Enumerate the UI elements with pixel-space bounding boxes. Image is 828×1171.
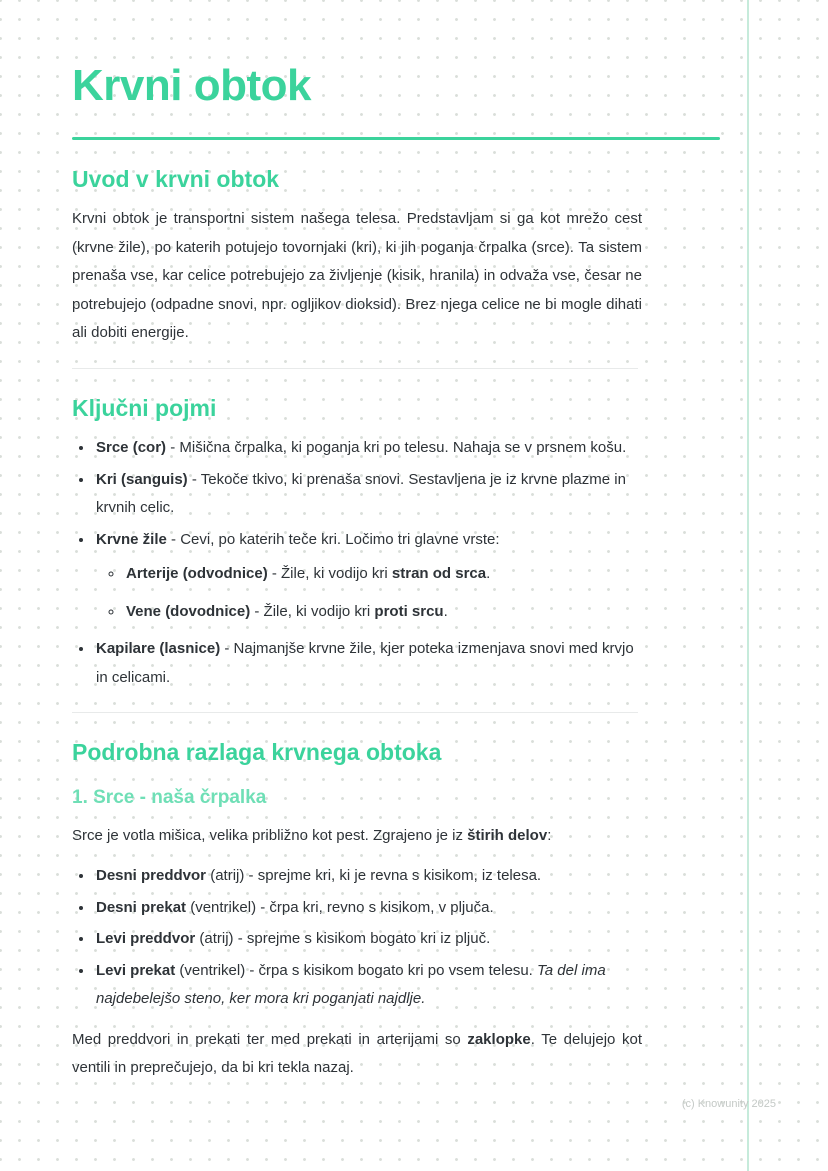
heart-part-item (94, 894, 644, 923)
paragraph-text: Med preddvori in prekati ter med prekati in arterijami so (72, 1030, 468, 1048)
paragraph-text: Srce je votla mišica, velika približno kot pest. Zgrajeno je iz (72, 826, 468, 844)
term-definition: - Tekoče tkivo, ki prenaša snovi. Sestavljena je iz krvne plazme in krvnih celic. (96, 470, 626, 517)
heart-part-item (94, 957, 644, 1014)
term-definition-end: . (486, 565, 491, 583)
term-definition: - Žile, ki vodijo kri (267, 565, 392, 583)
section-heading-intro: Uvod v krvni obtok (72, 165, 280, 192)
term-label: Levi preddvor (96, 930, 196, 948)
page-title: Krvni obtok (72, 61, 311, 110)
term-label: Desni preddvor (96, 867, 207, 885)
heart-part-item (94, 925, 644, 954)
term-definition: - Mišična črpalka, ki poganja kri po telesu. Nahaja se v prsnem košu. (166, 439, 627, 457)
italic-note: Ta del ima najdebelejšo steno, ker mora kri poganjati najdlje. (96, 961, 606, 1008)
intro-paragraph: Krvni obtok je transportni sistem našega telesa. Predstavljam si ga kot mrežo cest (krvne žile), po katerih potujejo tovornjaki (kri), ki jih poganja črpalka (srce). Ta sistem prenaša vse, kar celice potrebujejo za življenje (kisik, hranila) in odvaža vse, česar ne potrebujejo (odpadne snovi, npr. ogljikov dioksid). Brez njega celice ne bi mogle dihati ali dobiti energije. (72, 210, 642, 342)
paragraph-text-end: . Te delujejo kot ventili in preprečujejo, da bi kri tekla nazaj. (72, 1030, 642, 1077)
term-label: Desni prekat (96, 898, 187, 916)
vessel-types-sublist (96, 560, 644, 626)
valves-paragraph (72, 1026, 642, 1083)
term-label: Krvne žile (96, 530, 167, 548)
term-label: Arterije (odvodnice) (126, 565, 268, 583)
key-terms-list (72, 434, 644, 692)
section-divider (72, 712, 638, 713)
emphasized-text: stran od srca (391, 565, 487, 583)
emphasized-text: zaklopke (467, 1030, 531, 1048)
term-label: Kri (sanguis) (96, 470, 188, 488)
heart-parts-list (72, 862, 644, 1014)
key-term-item (94, 635, 644, 692)
heart-part-item (94, 862, 644, 891)
term-definition: - Najmanjše krvne žile, kjer poteka izmenjava snovi med krvjo in celicami. (96, 640, 634, 686)
key-term-item (94, 466, 644, 523)
term-definition: (ventrikel) - črpa kri, revno s kisikom, v pljuča. (186, 898, 494, 916)
title-underline (72, 137, 720, 140)
term-label: Levi prekat (96, 961, 176, 979)
subsection-heading-heart: 1. Srce - naša črpalka (72, 787, 267, 809)
section-divider (72, 368, 638, 369)
emphasized-text: proti srcu (374, 602, 444, 620)
section-heading-detailed: Podrobna razlaga krvnega obtoka (72, 739, 442, 766)
term-definition: - Žile, ki vodijo kri (250, 602, 375, 620)
term-definition-end: . (443, 602, 448, 620)
document-content (72, 0, 644, 1095)
term-definition: (ventrikel) - črpa s kisikom bogato kri po vsem telesu. (175, 961, 538, 979)
sub-term-item (124, 598, 644, 627)
sub-term-item (124, 560, 644, 589)
term-label: Srce (cor) (96, 439, 167, 457)
notebook-margin-line (747, 0, 749, 1171)
key-term-item (94, 526, 644, 627)
heart-intro-paragraph (72, 822, 642, 851)
paragraph-text-end: : (547, 826, 552, 844)
term-label: Vene (dovodnice) (126, 602, 251, 620)
term-definition: (atrij) - sprejme kri, ki je revna s kisikom, iz telesa. (206, 867, 542, 885)
copyright-note: (c) Knowunity 2025 (681, 1098, 776, 1110)
key-term-item (94, 434, 644, 463)
section-heading-key-terms: Ključni pojmi (72, 394, 217, 421)
term-definition: - Cevi, po katerih teče kri. Ločimo tri glavne vrste: (166, 530, 500, 548)
term-definition: (atrij) - sprejme s kisikom bogato kri iz pljuč. (195, 930, 491, 948)
term-label: Kapilare (lasnice) (96, 640, 221, 658)
emphasized-text: štirih delov (467, 826, 548, 844)
